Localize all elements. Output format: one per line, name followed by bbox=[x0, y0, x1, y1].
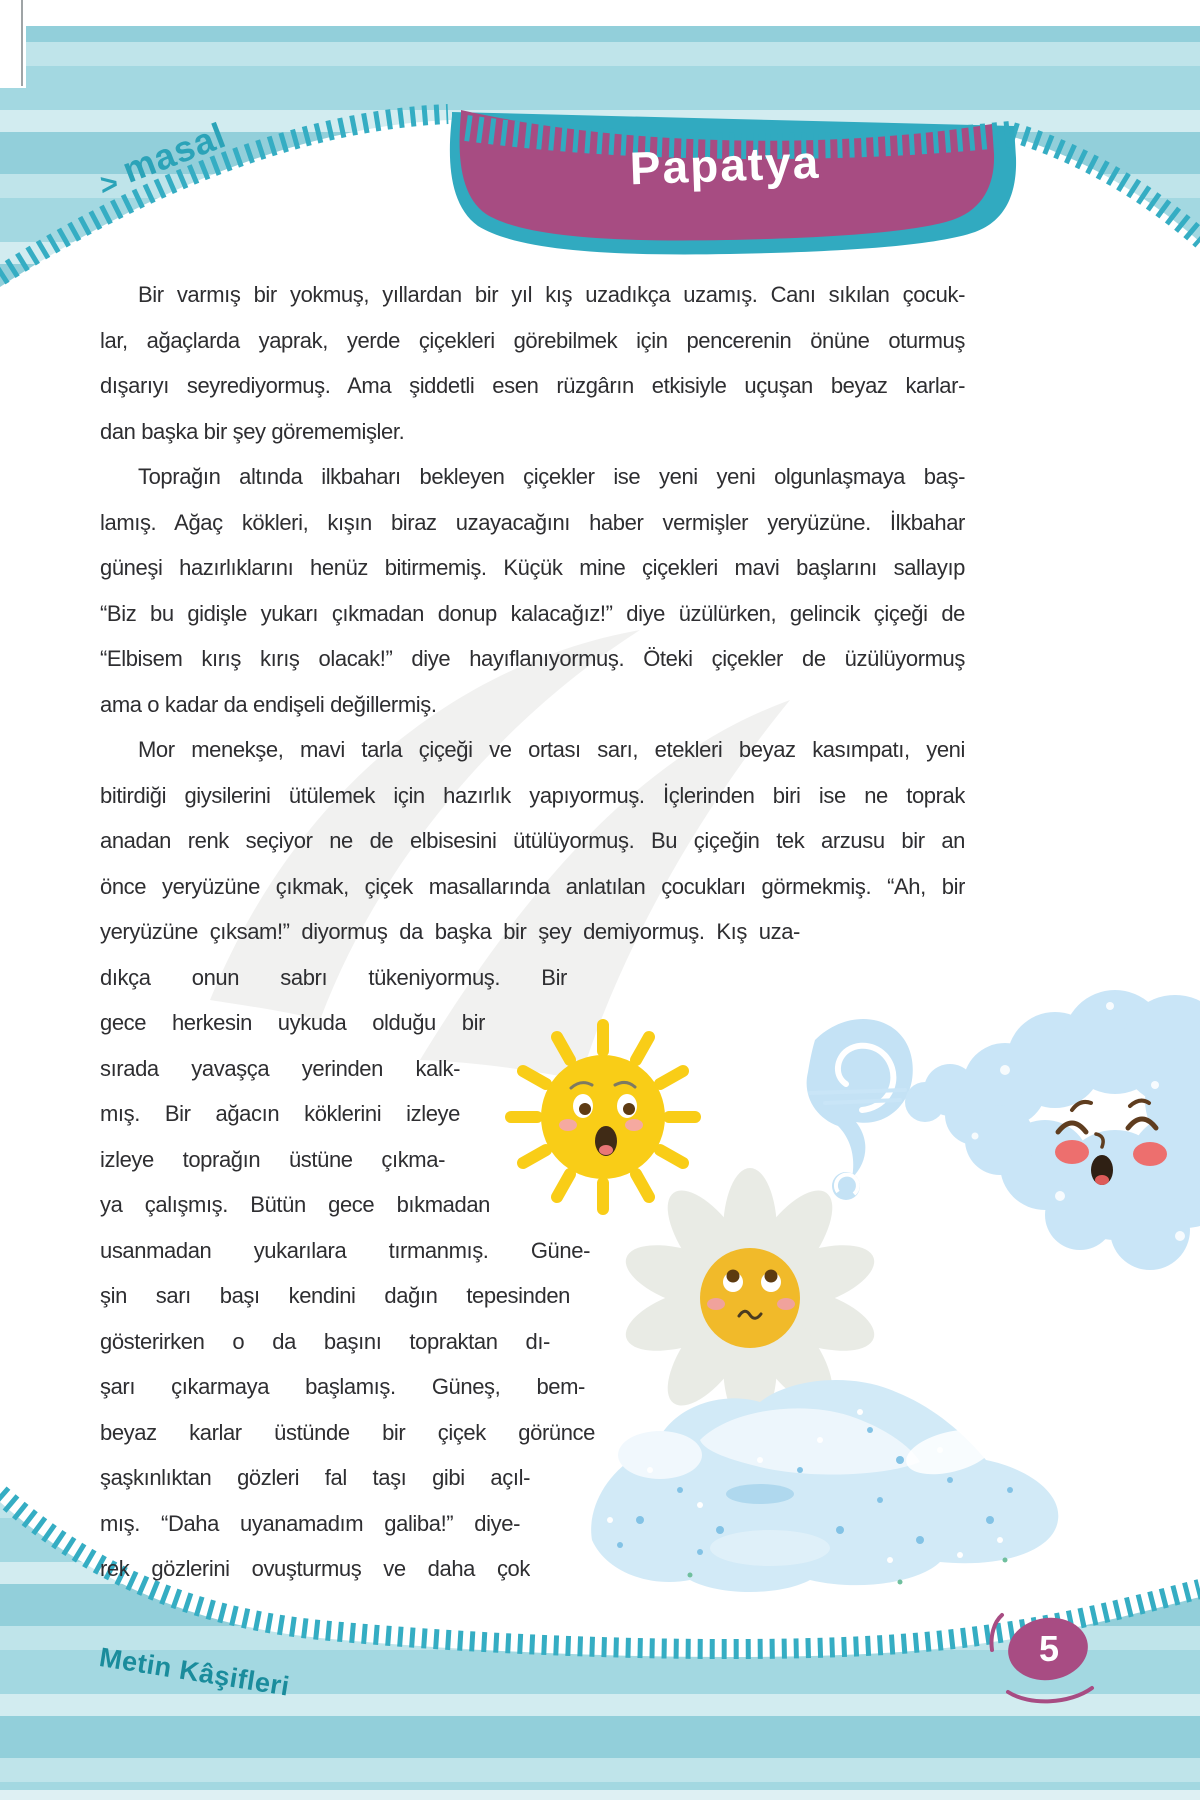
story-line: dan başka bir şey görememişler. bbox=[100, 418, 405, 444]
story-line: lar, ağaçlarda yaprak, yerde çiçekleri görebilmek için pencerenin önüne oturmuş bbox=[100, 327, 965, 353]
story-line: gösterirken o da başını topraktan dı- bbox=[100, 1328, 550, 1354]
page-number: 5 bbox=[1038, 1628, 1060, 1669]
story-line: rek gözlerini ovuşturmuş ve daha çok bbox=[100, 1556, 530, 1581]
story-line: usanmadan yukarılara tırmanmış. Güne- bbox=[100, 1237, 590, 1263]
story-line: “Elbisem kırış kırış olacak!” diye hayıflanıyormuş. Öteki çiçekler de üzülüyormuş bbox=[100, 646, 965, 671]
story-line: dıkça onun sabrı tükeniyormuş. Bir bbox=[100, 964, 567, 990]
story-line: bitirdiği giysilerini ütülemek için hazırlık yapıyormuş. İçlerinden biri ise ne toprak bbox=[100, 782, 965, 808]
story-line: şaşkınlıktan gözleri fal taşı gibi açıl- bbox=[100, 1465, 530, 1490]
page-title: Papatya bbox=[628, 135, 822, 195]
story-line: gece herkesin uykuda olduğu bir bbox=[100, 1010, 485, 1035]
story-line: mış. “Daha uyanamadım galiba!” diye- bbox=[100, 1510, 520, 1536]
story-line: Bir varmış bir yokmuş, yıllardan bir yıl kış uzadıkça uzamış. Canı sıkılan çocuk- bbox=[138, 282, 965, 307]
story-line: anadan renk seçiyor ne de elbisesini ütülüyormuş. Bu çiçeğin tek arzusu bir an bbox=[100, 828, 965, 853]
story-line: Toprağın altında ilkbaharı bekleyen çiçekler ise yeni yeni olgunlaşmaya baş- bbox=[138, 464, 965, 489]
story-line: ama o kadar da endişeli değillermiş. bbox=[100, 691, 437, 717]
story-line: beyaz karlar üstünde bir çiçek görünce bbox=[100, 1419, 595, 1445]
category-label-text: masal bbox=[116, 114, 232, 191]
story-line: dışarıyı seyrediyormuş. Ama şiddetli esen rüzgârın etkisiyle uçuşan beyaz karlar- bbox=[100, 373, 965, 398]
story-line: Mor menekşe, mavi tarla çiçeği ve ortası sarı, etekleri beyaz kasımpatı, yeni bbox=[138, 737, 965, 762]
chevron-icon: > bbox=[98, 167, 121, 203]
story-line: güneşi hazırlıklarını henüz bitirmemiş. Küçük mine çiçekleri mavi başlarını sallayıp bbox=[100, 555, 965, 580]
story-line: yeryüzüne çıksam!” diyormuş da başka bir şey demiyormuş. Kış uza- bbox=[100, 919, 800, 944]
story-line: izleye toprağın üstüne çıkma- bbox=[100, 1146, 445, 1172]
story-line: önce yeryüzüne çıkmak, çiçek masallarında anlatılan çocukları görmekmiş. “Ah, bir bbox=[100, 873, 965, 899]
story-line: “Biz bu gidişle yukarı çıkmadan donup kalacağız!” diye üzülürken, gelincik çiçeği de bbox=[100, 600, 965, 626]
story-line: şarı çıkarmaya başlamış. Güneş, bem- bbox=[100, 1374, 585, 1399]
story-line: mış. Bir ağacın köklerini izleye bbox=[100, 1101, 460, 1126]
story-line: ya çalışmış. Bütün gece bıkmadan bbox=[100, 1192, 490, 1217]
story-text bbox=[100, 272, 965, 1592]
story-line: sırada yavaşça yerinden kalk- bbox=[100, 1055, 460, 1081]
footer-brand: Metin Kâşifleri bbox=[97, 1642, 292, 1702]
story-line: lamış. Ağaç kökleri, kışın biraz uzayacağını haber vermişler yeryüzüne. İlkbahar bbox=[100, 509, 965, 535]
story-line: şin sarı başı kendini dağın tepesinden bbox=[100, 1283, 570, 1308]
